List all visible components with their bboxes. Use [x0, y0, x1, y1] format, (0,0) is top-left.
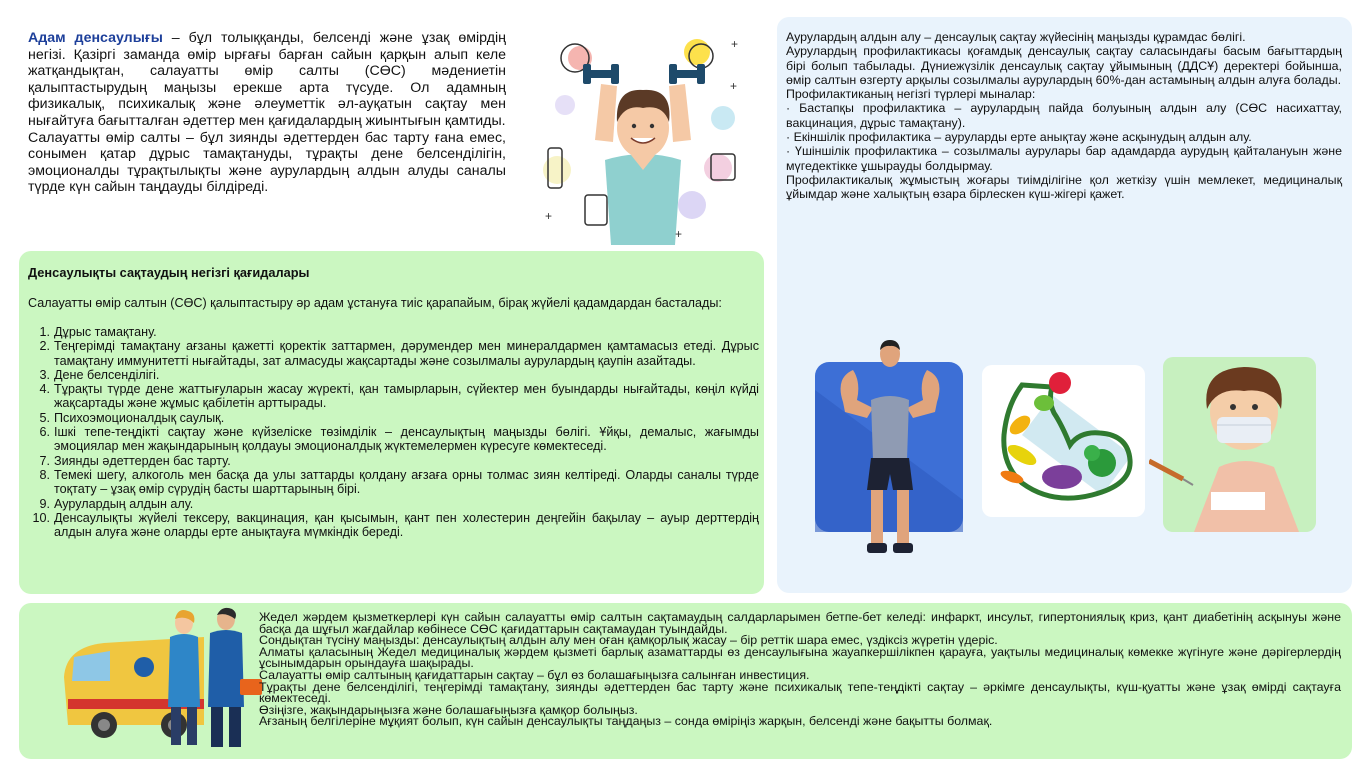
- fitness-tracker-icon: [585, 195, 607, 225]
- prevention-paragraph: Аурулардың алдын алу – денсаулық сақтау жүйесінің маңызды құрамдас бөлігі.: [786, 30, 1246, 44]
- emergency-line: Жедел жәрдем қызметкерлері күн сайын салауатты өмір салтын сақтамаудың салдарларымен бетпе-бет келеді: инфаркт, инсульт, гипертониялық криз, қант диабетінің асқынуы және басқа да шұғыл жағдайлар көбінесе СӨС қағидаттарын сақтамаудан туындайды.: [259, 610, 1341, 636]
- intro-paragraph-1-text: – бұл толыққанды, белсенді және ұзақ өмірдің негізі. Қазіргі заманда өмір ырғағы барған сайын қарқын алып келе жатқандықтан, салауатты өмір салты (СӨС) мәдениетін қалыптастырудың маңызы ерекше арта түсуде. Ол адамның физикалық, психикалық және әлеуметтік әл-ауқатын сақтау мен нығайтуға бағытталған әдеттер мен қағидалардың жиынтығын қамтиды.: [28, 30, 506, 129]
- emergency-panel: [19, 603, 1352, 759]
- healthy-food-arm-icon: [982, 365, 1145, 517]
- prevention-paragraph: Профилактикалық жұмыстың жоғары тиімділігіне қол жеткізу үшін мемлекет, медициналық ұйымдар және халықтың өзара бірлескен күш-жігері қажет.: [786, 172, 1342, 202]
- list-item-number: 4.: [39, 382, 50, 397]
- list-item-number: 9.: [39, 496, 50, 511]
- prevention-paragraph: · Үшіншілік профилактика – созылмалы аурулары бар адамдарда аурудың қайталануын және мүгедектікке ұшырауды болдырмау.: [786, 144, 1342, 173]
- prevention-text: [786, 30, 1342, 202]
- list-item-number: 1.: [39, 325, 50, 339]
- intro-section: [28, 30, 506, 196]
- emergency-line: Салауатты өмір салтының қағидаттарын сақтау – бұл өз болашағыңызға салынған инвестиция.: [259, 667, 810, 682]
- list-item-text: Теңгерімді тамақтану ағзаны қажетті қоректік заттармен, дәрумендер мен минералдармен қамтамасыз етеді. Дұрыс тамақтану иммунитетті нығайтады, зат алмасуды жақсартады және созылмалы аурулардың қаупін азайтады.: [54, 339, 759, 368]
- list-item-number: 5.: [39, 410, 50, 425]
- boy-vaccination-icon: [1149, 357, 1322, 557]
- list-item-text: Денсаулықты жүйелі тексеру, вакцинация, қан қысымын, қант пен холестерин деңгейін бақылау – ауыр дерттердің алдын алуға және оларды ерте анықтауға мүмкіндік береді.: [54, 510, 759, 540]
- jump-rope-icon: [678, 191, 706, 219]
- water-bottle-icon: [543, 156, 571, 184]
- list-item: [28, 468, 759, 497]
- svg-text:+: +: [731, 37, 739, 51]
- prevention-paragraph: · Бастапқы профилактика – аурулардың пайда болуының алдын алу (СӨС насихаттау, вакцинация, дұрыс тамақтану).: [786, 101, 1342, 130]
- emergency-line: Ағзаның белгілеріне мұқият болып, күн сайын денсаулықты таңдаңыз – сонда өміріңіз жарқын, белсенді және бақытты болмақ.: [259, 714, 993, 729]
- list-item: [28, 511, 759, 540]
- list-item-number: 8.: [39, 467, 50, 482]
- list-item-text: Ішкі тепе-теңдікті сақтау және күйзеліске төзімділік – денсаулықтың маңызды бөлігі. Ұйқы, демалыс, жағымды эмоциялар мен жақындарының қолдауы эмоционалдық жүктемелермен күресуге көмектеседі.: [54, 425, 759, 454]
- list-item-number: 3.: [39, 367, 50, 382]
- list-item: [28, 425, 759, 454]
- emergency-text: [259, 612, 1341, 728]
- prevention-paragraph: Аурулардың профилактикасы қоғамдық денсаулық сақтау саласындағы басым бағыттардың бірі болып табылады. Дүниежүзілік денсаулық сақтау ұйымының (ДДСҰ) деректері бойынша, өмір салтын өзгерту арқылы созылмалы аурулардың 60%-дан астамының алдын алуға болады.: [786, 44, 1342, 87]
- list-item: [28, 382, 759, 411]
- intro-paragraph-1: [28, 30, 506, 130]
- list-item: [28, 368, 759, 382]
- rules-title: Денсаулықты сақтаудың негізгі қағидалары: [28, 265, 310, 280]
- list-item-text: Аурулардың алдын алу.: [54, 496, 194, 511]
- strawberry-icon: [1049, 372, 1071, 394]
- list-item: [28, 411, 759, 425]
- list-item-text: Дұрыс тамақтану.: [54, 325, 157, 339]
- list-item-number: 7.: [39, 453, 50, 468]
- prevention-paragraph: Профилактиканың негізгі түрлері мыналар:: [786, 87, 1036, 102]
- star-of-life-icon: [134, 657, 154, 677]
- list-item-number: 2.: [39, 339, 50, 354]
- list-item: [28, 339, 759, 368]
- prevention-panel: [777, 17, 1352, 593]
- list-item-text: Дене белсенділігі.: [54, 367, 160, 382]
- list-item-text: Зиянды әдеттерден бас тарту.: [54, 453, 231, 468]
- emergency-line: Сондықтан түсіну маңызды: денсаулықтың алдын алу мен оған қамқорлық жасау – бір реттік шара емес, үздіксіз жүретін үдеріс.: [259, 633, 998, 648]
- prevention-paragraph: · Екіншілік профилактика – ауруларды ерте анықтау және асқынудың алдын алу.: [786, 130, 1252, 145]
- strong-man-icon: [815, 340, 965, 565]
- list-item-number: 10.: [32, 510, 50, 525]
- svg-text:+: +: [730, 79, 738, 93]
- svg-text:+: +: [675, 227, 683, 241]
- list-item: [28, 497, 759, 511]
- emergency-line: Алматы қаласының Жедел медициналық жәрдем қызметі барлық азаматтарды өз денсаулығына жауапкершілікпен қарауға, уақтылы медициналық көмекке жүгінуге және дәрігерлердің ұсынымдарын орындауға шақырады.: [259, 644, 1341, 671]
- eggplant-icon: [1042, 465, 1082, 489]
- svg-text:+: +: [545, 209, 553, 223]
- kettlebell-icon: [684, 39, 710, 65]
- emergency-line: Өзіңізге, жақындарыңызға және болашағыңызға қамқор болыңыз.: [259, 702, 638, 717]
- list-item: [28, 454, 759, 468]
- emergency-line: Тұрақты дене белсенділігі, теңгерімді тамақтану, зиянды әдеттерден бас тарту және психикалық тепе-теңдікті сақтау – әркімге денсаулықты, күш-қуатты және ұзақ өмірді сақтауға көмектеседі.: [259, 679, 1341, 706]
- intro-paragraph-2: Салауатты өмір салты – бұл зиянды әдеттерден бас тарту ғана емес, сонымен қатар дұрыс тамақтануды, тұрақты дене белсенділігін, эмоционалды тұрақтылықты және аурулардың алдын алуды саналы түрде күн сайын таңдауды білдіреді.: [28, 129, 506, 196]
- health-rules-panel: [19, 251, 764, 594]
- list-item-number: 6.: [39, 425, 50, 440]
- rules-list: [28, 325, 759, 539]
- scale-icon: [704, 154, 732, 182]
- fitness-man-with-dumbbells-illustration: [535, 30, 750, 245]
- rules-lead-text: Салауатты өмір салтын (СӨС) қалыптастыру әр адам ұстануға тиіс қарапайым, бірақ жүйелі қадамдардан басталады:: [28, 296, 722, 310]
- list-item-text: Тұрақты түрде дене жаттығуларын жасау жүректі, қан тамырларын, сүйектер мен буындарды нығайтады, көңіл күйді жақсартады және жұмыс қабілетін арттырады.: [54, 382, 759, 411]
- list-item-text: Темекі шегу, алкоголь мен басқа да улы заттарды қолдану ағзаға орны толмас зиян келтіреді. Оларды саналы түрде тоқтату – ұзақ өмір сүрудің басты шарттарының бірі.: [54, 467, 759, 497]
- list-item-text: Психоэмоционалдық саулық.: [54, 410, 225, 425]
- ambulance-paramedics-illustration: [54, 607, 264, 755]
- list-item: [28, 325, 759, 339]
- intro-accent-title: Адам денсаулығы: [28, 30, 163, 46]
